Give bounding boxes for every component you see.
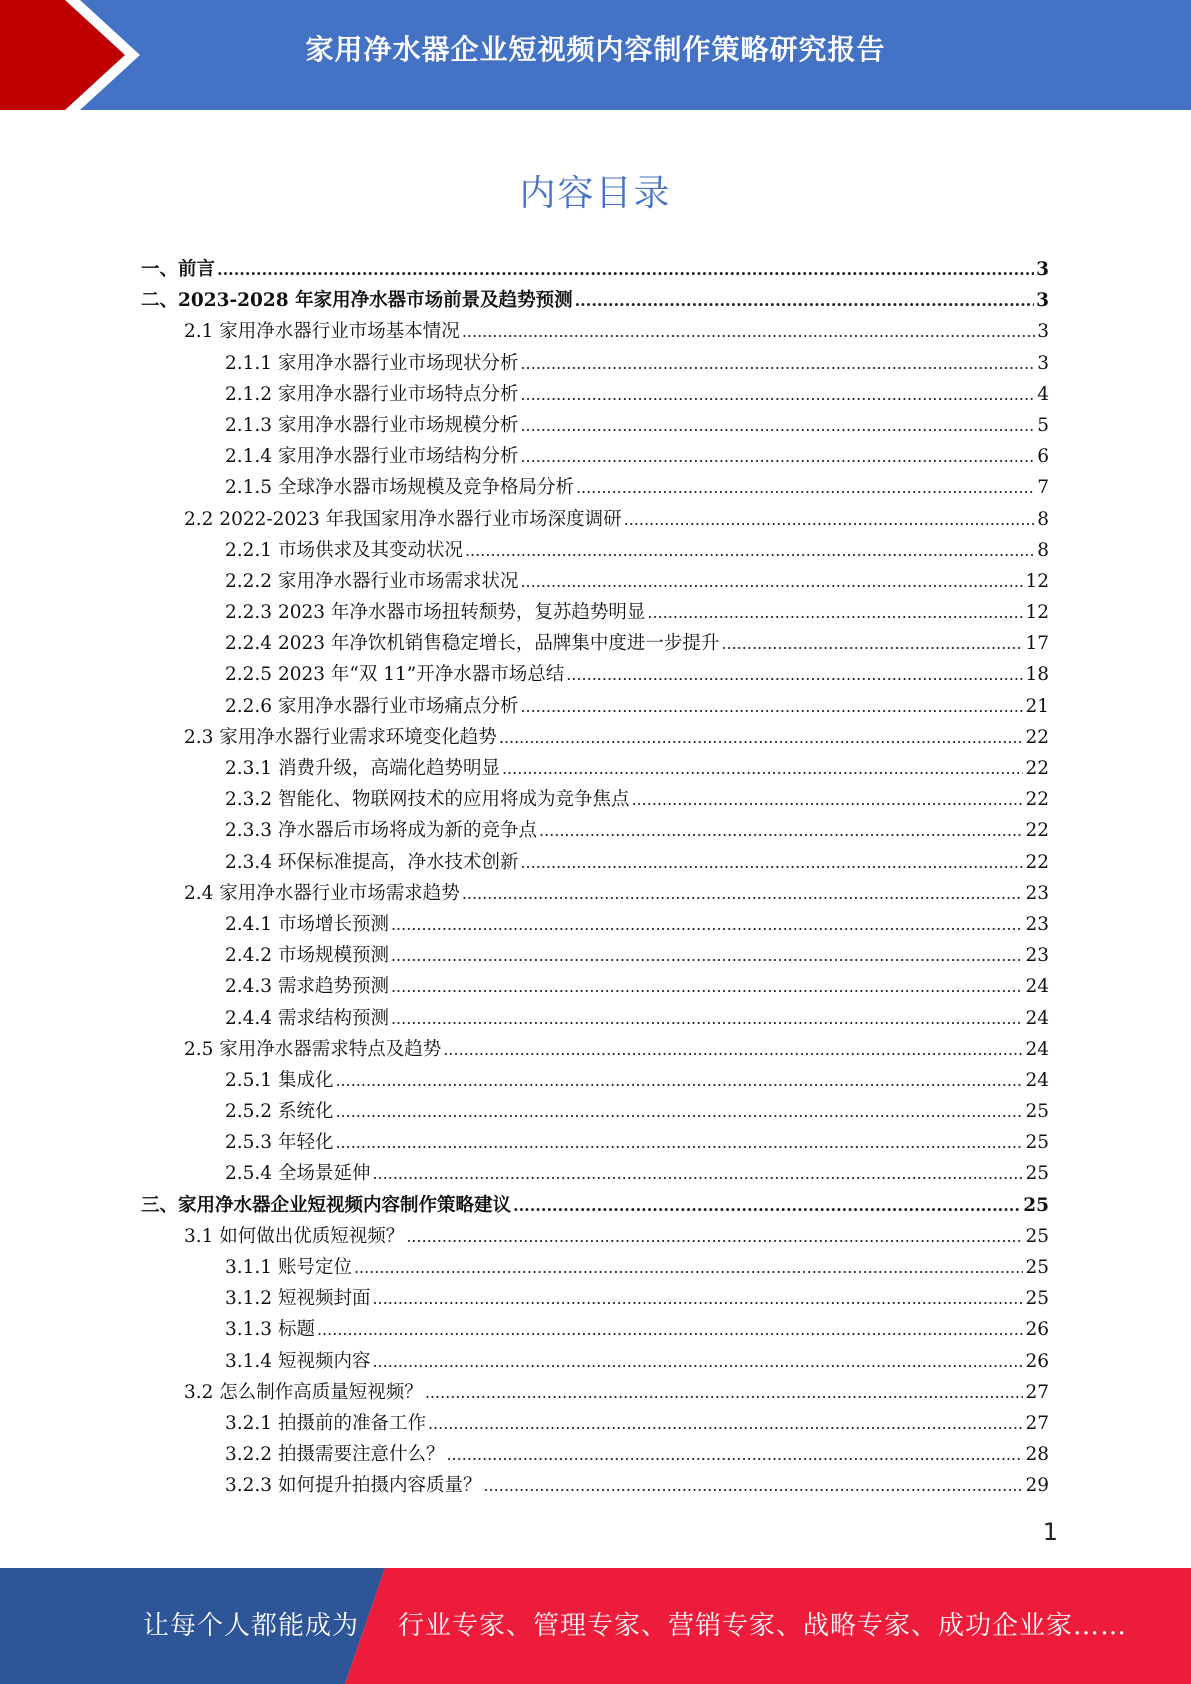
toc-entry-page: 23 [1025, 882, 1049, 904]
toc-leader-dots [539, 815, 1023, 846]
toc-entry-page: 25 [1025, 1163, 1049, 1185]
toc-entry[interactable] [141, 379, 1049, 410]
toc-leader-dots [502, 753, 1023, 784]
toc-entry[interactable] [141, 878, 1049, 909]
toc-entry-label: 3.1.2 短视频封面 [225, 1288, 371, 1310]
toc-entry-page: 12 [1025, 570, 1049, 592]
toc-entry[interactable] [141, 441, 1049, 472]
toc-entry-page: 25 [1025, 1101, 1049, 1123]
toc-entry-label: 2.2.3 2023 年净水器市场扭转颓势，复苏趋势明显 [225, 602, 646, 624]
toc-entry-page: 22 [1025, 851, 1049, 873]
toc-entry-page: 3 [1037, 321, 1049, 343]
toc-entry-page: 21 [1025, 695, 1049, 717]
toc-entry-label: 2.5.1 集成化 [225, 1069, 334, 1091]
page-number: 1 [1042, 1518, 1058, 1546]
toc-leader-dots [354, 1252, 1024, 1283]
toc-entry-label: 2.4.4 需求结构预测 [225, 1007, 389, 1029]
toc-leader-dots [446, 1439, 1023, 1470]
toc-entry[interactable] [141, 659, 1049, 690]
toc-entry-label: 2.4 家用净水器行业市场需求趋势 [184, 882, 460, 904]
toc-entry-page: 7 [1037, 477, 1049, 499]
toc-entry[interactable] [141, 1003, 1049, 1034]
header-title: 家用净水器企业短视频内容制作策略研究报告 [305, 33, 886, 66]
toc-entry-page: 25 [1025, 1257, 1049, 1278]
toc-entry-page: 6 [1037, 446, 1049, 468]
toc-leader-dots [575, 285, 1035, 316]
toc-entry-label: 2.4.3 需求趋势预测 [225, 976, 389, 998]
toc-leader-dots [428, 1408, 1023, 1439]
toc-entry[interactable] [141, 909, 1049, 940]
toc-leader-dots [520, 410, 1035, 441]
toc-entry-label: 2.1.4 家用净水器行业市场结构分析 [225, 446, 519, 468]
toc-entry-label: 一、前言 [141, 259, 216, 280]
toc-leader-dots [443, 1034, 1023, 1065]
toc-entry-label: 三、家用净水器企业短视频内容制作策略建议 [141, 1194, 512, 1216]
toc-entry[interactable] [141, 597, 1049, 628]
toc-entry-label: 3.2.3 如何提升拍摄内容质量？ [225, 1475, 482, 1497]
toc-entry-label: 3.1.3 标题 [225, 1319, 315, 1341]
toc-leader-dots [217, 254, 1034, 285]
toc-entry[interactable] [141, 722, 1049, 753]
toc-entry[interactable] [141, 1158, 1049, 1189]
toc-entry[interactable] [141, 316, 1049, 347]
toc-entry-label: 2.2.2 家用净水器行业市场需求状况 [225, 570, 519, 592]
toc-entry-label: 2.5.3 年轻化 [225, 1132, 334, 1154]
toc-leader-dots [335, 1096, 1023, 1127]
toc-entry-page: 26 [1025, 1350, 1049, 1372]
toc-entry-label: 2.3.4 环保标准提高，净水技术创新 [225, 851, 519, 873]
toc-entry-page: 25 [1025, 1225, 1049, 1247]
toc-entry-label: 2.2.6 家用净水器行业市场痛点分析 [225, 695, 519, 717]
toc-entry-label: 3.1.4 短视频内容 [225, 1350, 371, 1372]
toc-entry-label: 2.4.2 市场规模预测 [225, 945, 389, 967]
toc-leader-dots [483, 1470, 1023, 1501]
toc-leader-dots [391, 909, 1023, 940]
toc-leader-dots [520, 348, 1035, 379]
page-footer [0, 1568, 1191, 1684]
toc-entry-label: 2.3 家用净水器行业需求环境变化趋势 [184, 726, 497, 748]
toc-entry[interactable] [141, 504, 1049, 535]
table-of-contents [141, 254, 1049, 1502]
toc-leader-dots [372, 1158, 1023, 1189]
toc-entry-page: 17 [1025, 633, 1049, 655]
toc-entry-page: 3 [1036, 259, 1049, 280]
toc-entry-page: 25 [1025, 1288, 1049, 1310]
toc-leader-dots [631, 784, 1023, 815]
toc-entry[interactable] [141, 348, 1049, 379]
toc-entry-page: 22 [1025, 820, 1049, 842]
toc-leader-dots [566, 659, 1023, 690]
toc-leader-dots [513, 1190, 1021, 1221]
toc-leader-dots [372, 1346, 1023, 1377]
toc-leader-dots [391, 971, 1023, 1002]
toc-leader-dots [721, 628, 1023, 659]
toc-leader-dots [391, 1003, 1023, 1034]
toc-entry-label: 2.3.1 消费升级，高端化趋势明显 [225, 758, 500, 779]
toc-entry-page: 3 [1036, 290, 1049, 312]
toc-entry-page: 26 [1025, 1319, 1049, 1341]
toc-entry[interactable] [141, 254, 1049, 285]
toc-entry-page: 22 [1025, 758, 1049, 779]
toc-leader-dots [624, 504, 1036, 535]
toc-entry[interactable] [141, 1252, 1049, 1283]
toc-entry-label: 2.3.2 智能化、物联网技术的应用将成为竞争焦点 [225, 789, 630, 811]
toc-entry-page: 28 [1025, 1444, 1049, 1466]
toc-leader-dots [391, 940, 1023, 971]
toc-leader-dots [499, 722, 1024, 753]
toc-leader-dots [406, 1221, 1023, 1252]
toc-entry-label: 2.1.1 家用净水器行业市场现状分析 [225, 352, 519, 374]
toc-entry-label: 2.2 2022-2023 年我国家用净水器行业市场深度调研 [184, 508, 622, 530]
toc-leader-dots [520, 441, 1035, 472]
toc-entry[interactable] [141, 784, 1049, 815]
toc-entry-page: 23 [1025, 945, 1049, 967]
toc-entry[interactable] [141, 410, 1049, 441]
toc-leader-dots [317, 1314, 1024, 1345]
toc-entry-label: 2.1 家用净水器行业市场基本情况 [184, 321, 460, 343]
toc-entry-page: 5 [1037, 414, 1049, 436]
toc-entry-label: 2.5.2 系统化 [225, 1101, 334, 1123]
toc-entry-page: 18 [1025, 664, 1049, 686]
toc-entry-label: 3.2.1 拍摄前的准备工作 [225, 1412, 426, 1434]
toc-leader-dots [647, 597, 1023, 628]
toc-entry[interactable] [141, 1439, 1049, 1470]
toc-entry[interactable] [141, 1034, 1049, 1065]
toc-entry[interactable] [141, 1221, 1049, 1252]
toc-entry-label: 2.5 家用净水器需求特点及趋势 [184, 1038, 442, 1060]
toc-entry-label: 3.2 怎么制作高质量短视频？ [184, 1381, 423, 1403]
toc-entry-label: 2.2.1 市场供求及其变动状况 [225, 539, 463, 561]
toc-entry-page: 22 [1025, 726, 1049, 748]
toc-entry-page: 23 [1025, 913, 1049, 935]
toc-entry[interactable] [141, 566, 1049, 597]
toc-entry[interactable] [141, 753, 1049, 784]
toc-entry-page: 24 [1025, 976, 1049, 998]
toc-entry-page: 24 [1025, 1038, 1049, 1060]
toc-entry-label: 2.1.2 家用净水器行业市场特点分析 [225, 383, 519, 405]
toc-entry[interactable] [141, 1408, 1049, 1439]
toc-entry[interactable] [141, 1377, 1049, 1408]
toc-entry-label: 3.2.2 拍摄需要注意什么？ [225, 1444, 445, 1466]
toc-entry[interactable] [141, 971, 1049, 1002]
toc-entry-label: 2.2.5 2023 年“双 11”开净水器市场总结 [225, 664, 565, 686]
toc-leader-dots [335, 1127, 1023, 1158]
footer-slogan-right: 行业专家、管理专家、营销专家、战略专家、成功企业家…… [398, 1611, 1128, 1641]
toc-title: 内容目录 [519, 173, 672, 214]
toc-entry[interactable] [141, 1127, 1049, 1158]
toc-entry-label: 2.3.3 净水器后市场将成为新的竞争点 [225, 820, 537, 842]
toc-entry-page: 27 [1025, 1381, 1049, 1403]
toc-leader-dots [520, 379, 1035, 410]
toc-entry[interactable] [141, 1346, 1049, 1377]
toc-entry-label: 二、2023-2028 年家用净水器市场前景及趋势预测 [141, 290, 573, 312]
toc-entry[interactable] [141, 535, 1049, 566]
toc-leader-dots [520, 691, 1023, 722]
toc-entry-page: 29 [1025, 1475, 1049, 1497]
toc-entry[interactable] [141, 472, 1049, 503]
toc-leader-dots [465, 535, 1035, 566]
toc-entry[interactable] [141, 815, 1049, 846]
toc-entry[interactable] [141, 1283, 1049, 1314]
toc-entry[interactable] [141, 1190, 1049, 1221]
toc-leader-dots [372, 1283, 1023, 1314]
toc-leader-dots [520, 847, 1023, 878]
toc-entry[interactable] [141, 628, 1049, 659]
toc-entry-label: 2.5.4 全场景延伸 [225, 1163, 371, 1185]
toc-entry-page: 22 [1025, 789, 1049, 811]
toc-leader-dots [462, 316, 1035, 347]
toc-entry-page: 27 [1025, 1412, 1049, 1434]
toc-entry[interactable] [141, 847, 1049, 878]
toc-entry[interactable] [141, 1096, 1049, 1127]
toc-entry-page: 3 [1037, 352, 1049, 374]
footer-slogan-left: 让每个人都能成为 [143, 1611, 360, 1641]
toc-leader-dots [335, 1065, 1023, 1096]
toc-entry-page: 8 [1037, 508, 1049, 530]
toc-entry-page: 8 [1037, 539, 1049, 561]
toc-entry[interactable] [141, 1065, 1049, 1096]
toc-entry-label: 2.4.1 市场增长预测 [225, 913, 389, 935]
toc-entry-page: 25 [1023, 1194, 1049, 1216]
toc-entry-page: 12 [1025, 602, 1049, 624]
toc-entry-label: 3.1.1 账号定位 [225, 1257, 352, 1278]
toc-leader-dots [462, 878, 1024, 909]
toc-entry[interactable] [141, 691, 1049, 722]
toc-entry[interactable] [141, 1314, 1049, 1345]
toc-entry-label: 2.1.5 全球净水器市场规模及竞争格局分析 [225, 477, 574, 499]
toc-leader-dots [520, 566, 1023, 597]
toc-entry-page: 24 [1025, 1069, 1049, 1091]
toc-entry[interactable] [141, 940, 1049, 971]
toc-entry-label: 3.1 如何做出优质短视频？ [184, 1225, 405, 1247]
toc-leader-dots [576, 472, 1035, 503]
page-header [0, 0, 1191, 110]
toc-entry-label: 2.1.3 家用净水器行业市场规模分析 [225, 414, 519, 436]
toc-leader-dots [425, 1377, 1024, 1408]
toc-entry[interactable] [141, 285, 1049, 316]
toc-entry-page: 24 [1025, 1007, 1049, 1029]
toc-entry-page: 4 [1037, 383, 1049, 405]
toc-entry-label: 2.2.4 2023 年净饮机销售稳定增长，品牌集中度进一步提升 [225, 633, 720, 655]
toc-entry[interactable] [141, 1470, 1049, 1501]
toc-entry-page: 25 [1025, 1132, 1049, 1154]
